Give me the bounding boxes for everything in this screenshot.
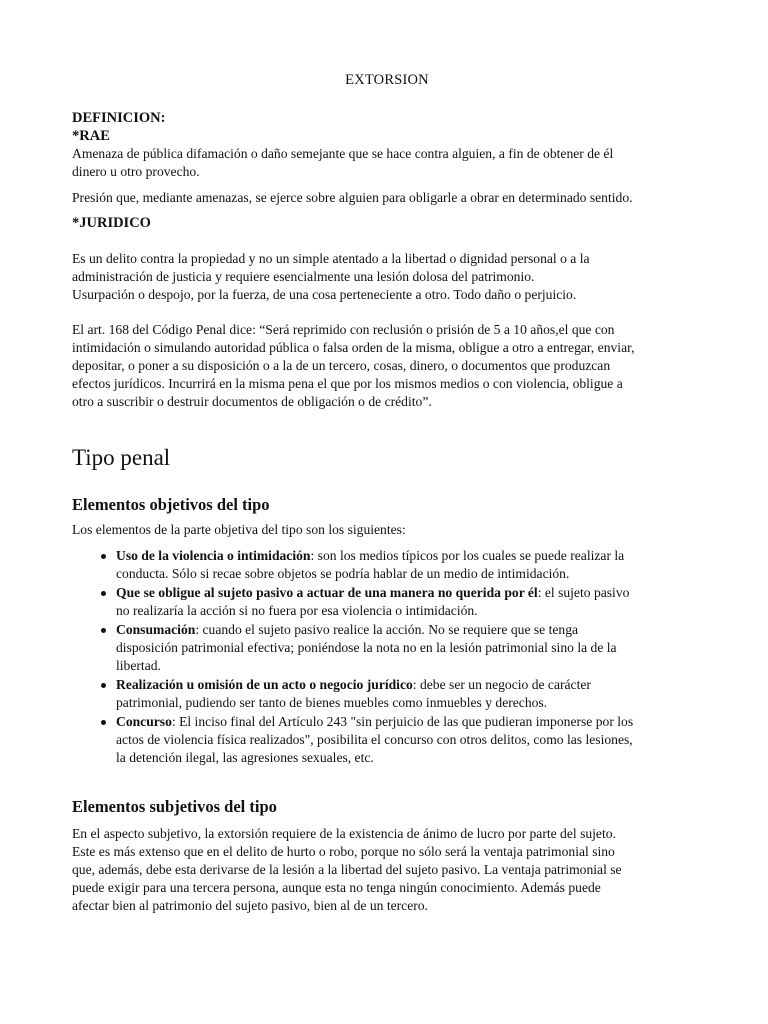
- bullet-text: : El inciso final del Artículo 243 "sin perjuicio de las que pudieran imponerse por los: [171, 713, 634, 729]
- text-line: Los elementos de la parte objetiva del tipo son los siguientes:: [72, 522, 406, 537]
- text-line: Presión que, mediante amenazas, se ejerce sobre alguien para obligarle a obrar en determinado sentido.: [72, 190, 633, 205]
- text-line: En el aspecto subjetivo, la extorsión requiere de la existencia de ánimo de lucro por parte del sujeto.: [72, 826, 616, 841]
- list-item: [72, 713, 702, 768]
- rae-label: *RAE: [72, 128, 110, 144]
- bullet-text: la detención ilegal, las agresiones sexuales, etc.: [116, 750, 374, 766]
- document-title: EXTORSION: [345, 72, 429, 88]
- list-item: [72, 547, 702, 584]
- list-item: [72, 584, 702, 621]
- tipo-penal-heading: Tipo penal: [72, 445, 171, 470]
- subjetivos-paragraph: [72, 825, 702, 915]
- bullet-icon: [101, 591, 106, 596]
- bullet-text: disposición patrimonial efectiva; poniéndose la nota no en la lesión patrimonial sino la de la: [116, 640, 617, 656]
- text-line: El art. 168 del Código Penal dice: “Será reprimido con reclusión o prisión de 5 a 10 años,el que con: [72, 322, 615, 337]
- list-item: [72, 676, 702, 713]
- bullet-text: conducta. Sólo si recae sobre objetos se podría hablar de un medio de intimidación.: [116, 566, 570, 582]
- bullet-text: : el sujeto pasivo: [537, 584, 630, 600]
- list-item: [72, 621, 702, 676]
- text-line: puede exigir para una tercera persona, aunque esta no tenga ningún conocimiento. Además puede: [72, 880, 601, 895]
- bullet-icon: [101, 683, 106, 688]
- bullet-icon: [101, 720, 106, 725]
- text-line: Amenaza de pública difamación o daño semejante que se hace contra alguien, a fin de obtener de él: [72, 146, 614, 161]
- bullet-term: Realización u omisión de un acto o negocio jurídico: [116, 676, 413, 692]
- bullet-icon: [101, 628, 106, 633]
- bullet-term: Concurso: [116, 713, 172, 729]
- text-line: Usurpación o despojo, por la fuerza, de una cosa perteneciente a otro. Todo daño o perjuicio.: [72, 287, 577, 302]
- text-line: efectos jurídicos. Incurrirá en la misma pena el que por los mismos medios o con violencia, obligue a: [72, 376, 623, 391]
- rae-definition: [72, 145, 702, 181]
- text-line: administración de justicia y requiere esencialmente una lesión dolosa del patrimonio.: [72, 269, 535, 284]
- text-line: depositar, o poner a su disposición o a la de un tercero, cosas, dinero, o documentos que produzcan: [72, 358, 611, 373]
- text-line: Es un delito contra la propiedad y no un simple atentado a la libertad o dignidad personal o a la: [72, 251, 590, 266]
- objetivos-intro: [72, 521, 702, 539]
- bullet-term: Uso de la violencia o intimidación: [116, 548, 311, 563]
- text-line: afectar bien al patrimonio del sujeto pasivo, bien al de un tercero.: [72, 898, 428, 913]
- rae-second-definition: [72, 189, 702, 207]
- text-line: otro a suscribir o destruir documentos de obligación o de crédito”.: [72, 394, 432, 409]
- bullet-text: : debe ser un negocio de carácter: [412, 676, 591, 692]
- bullet-icon: [101, 554, 106, 559]
- text-line: Este es más extenso que en el delito de hurto o robo, porque no sólo será la ventaja patrimonial sino: [72, 844, 615, 859]
- bullet-text: : son los medios típicos por los cuales se puede realizar la: [310, 548, 625, 563]
- text-line: intimidación o simulando autoridad pública o falsa orden de la misma, obligue a otro a entregar, enviar,: [72, 340, 635, 355]
- bullet-text: patrimonial, pudiendo ser tanto de bienes muebles como inmuebles y derechos.: [116, 695, 548, 711]
- objetivos-list: [72, 547, 702, 768]
- objetivos-heading: Elementos objetivos del tipo: [72, 495, 270, 514]
- juridico-label: *JURIDICO: [72, 215, 151, 231]
- definicion-label: DEFINICION:: [72, 110, 166, 126]
- text-line: que, además, debe esta derivarse de la lesión a la libertad del sujeto pasivo. La ventaja patrimonial se: [72, 862, 622, 877]
- bullet-term: Consumación: [116, 621, 196, 637]
- bullet-text: actos de violencia física realizados", posibilita el concurso con otros delitos, como las lesiones,: [116, 732, 633, 748]
- bullet-text: libertad.: [116, 658, 161, 674]
- subjetivos-heading: Elementos subjetivos del tipo: [72, 797, 277, 816]
- bullet-text: : cuando el sujeto pasivo realice la acción. No se requiere que se tenga: [195, 621, 579, 637]
- text-line: dinero u otro provecho.: [72, 164, 200, 179]
- bullet-term: Que se obligue al sujeto pasivo a actuar de una manera no querida por él: [116, 584, 538, 600]
- bullet-text: no realizaría la acción si no fuera por esa violencia o intimidación.: [116, 603, 478, 619]
- juridico-definition: [72, 250, 702, 304]
- article-168-quote: [72, 321, 702, 411]
